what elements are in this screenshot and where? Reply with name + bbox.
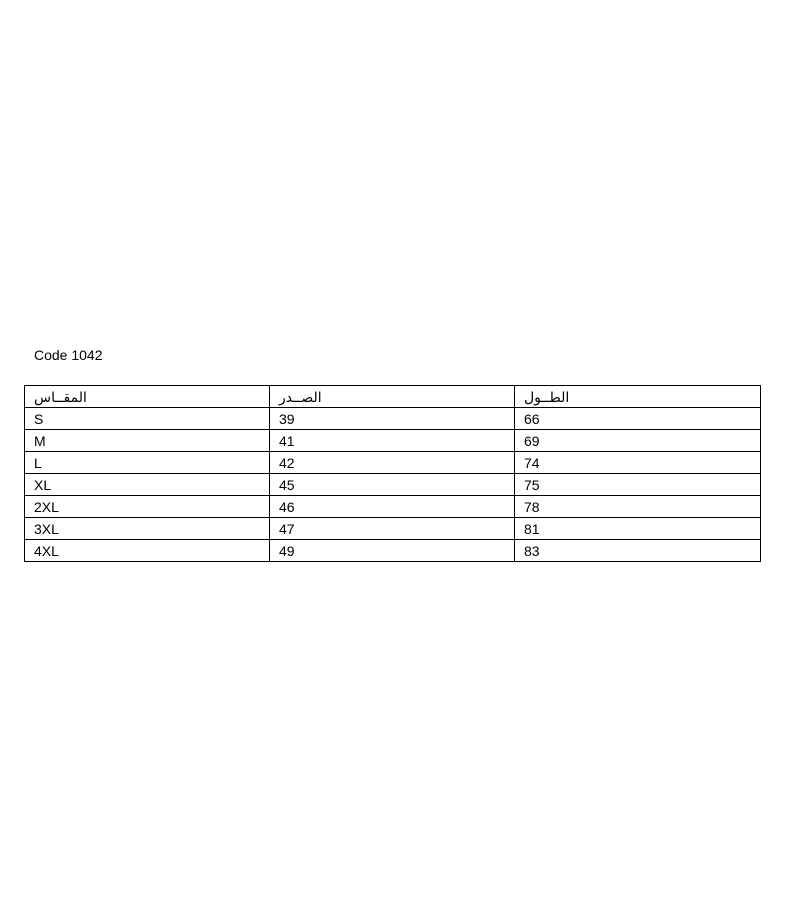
chest-cell: 41 <box>270 430 515 452</box>
size-cell: 3XL <box>25 518 270 540</box>
table-header-row <box>25 386 761 408</box>
table-row <box>25 430 761 452</box>
size-cell: 4XL <box>25 540 270 562</box>
size-chart-table <box>24 385 761 562</box>
chest-cell: 45 <box>270 474 515 496</box>
length-cell: 78 <box>515 496 761 518</box>
length-cell: 83 <box>515 540 761 562</box>
chest-cell: 42 <box>270 452 515 474</box>
length-cell: 75 <box>515 474 761 496</box>
chest-cell: 39 <box>270 408 515 430</box>
table-row <box>25 518 761 540</box>
header-chest: الصــدر <box>270 386 515 408</box>
size-cell: M <box>25 430 270 452</box>
chest-cell: 47 <box>270 518 515 540</box>
size-cell: S <box>25 408 270 430</box>
header-length: الطــول <box>515 386 761 408</box>
header-size: المقــاس <box>25 386 270 408</box>
table-row <box>25 474 761 496</box>
table-row <box>25 408 761 430</box>
table-row <box>25 496 761 518</box>
size-cell: 2XL <box>25 496 270 518</box>
length-cell: 66 <box>515 408 761 430</box>
product-code-label: Code 1042 <box>34 347 103 363</box>
chest-cell: 46 <box>270 496 515 518</box>
length-cell: 74 <box>515 452 761 474</box>
length-cell: 81 <box>515 518 761 540</box>
size-cell: XL <box>25 474 270 496</box>
chest-cell: 49 <box>270 540 515 562</box>
size-cell: L <box>25 452 270 474</box>
length-cell: 69 <box>515 430 761 452</box>
table-row <box>25 452 761 474</box>
table-row <box>25 540 761 562</box>
